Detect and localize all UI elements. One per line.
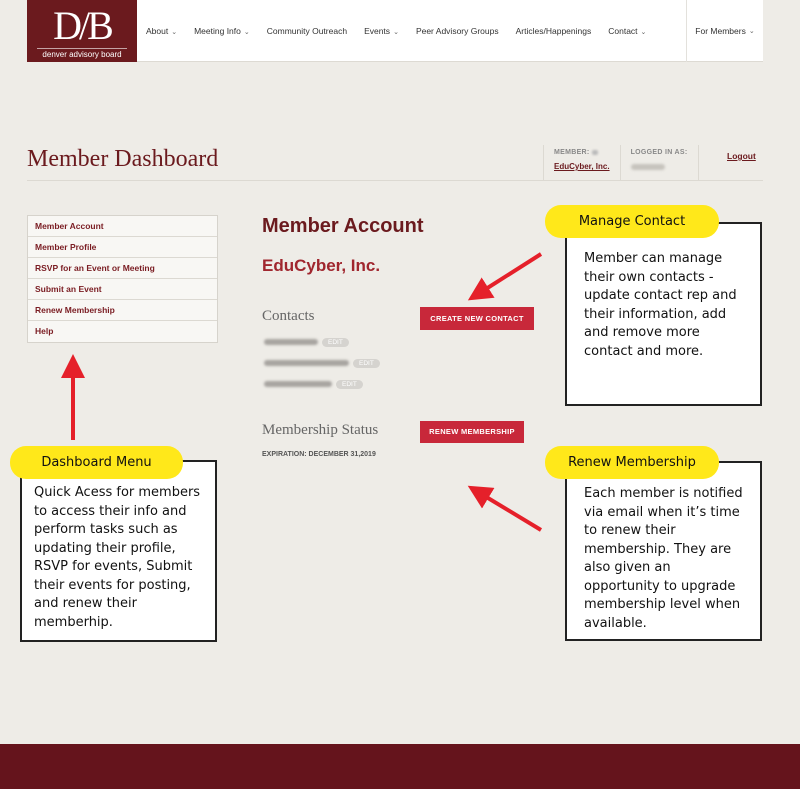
contact-row bbox=[264, 378, 363, 390]
nav-label: Events bbox=[364, 26, 391, 36]
renew-membership-tag: Renew Membership bbox=[545, 446, 719, 479]
redacted-contact-name bbox=[264, 360, 349, 366]
logged-in-info bbox=[620, 145, 698, 180]
site-footer bbox=[0, 744, 800, 789]
nav-label: Community Outreach bbox=[266, 26, 348, 36]
contacts-heading: Contacts bbox=[262, 308, 315, 324]
redacted-contact-name bbox=[264, 381, 332, 387]
nav-item-about[interactable] bbox=[146, 26, 177, 36]
redacted-contact-name bbox=[264, 339, 318, 345]
chevron-down-icon: ⌄ bbox=[640, 29, 647, 36]
organization-name: EduCyber, Inc. bbox=[262, 256, 381, 275]
create-contact-button[interactable]: CREATE NEW CONTACT bbox=[420, 307, 534, 330]
nav-item-meeting-info[interactable] bbox=[194, 26, 250, 36]
sidebar-item-member-account[interactable]: Member Account bbox=[28, 216, 217, 237]
chevron-down-icon: ⌄ bbox=[393, 29, 399, 36]
sidebar-item-help[interactable]: Help bbox=[35, 326, 54, 336]
page-title: Member Dashboard bbox=[27, 146, 219, 172]
contact-row bbox=[264, 336, 349, 348]
section-heading: Member Account bbox=[262, 215, 424, 237]
dashboard-menu-tag: Dashboard Menu bbox=[10, 446, 183, 479]
sidebar-item-member-profile[interactable]: Member Profile bbox=[28, 237, 217, 258]
nav-item-for-members[interactable] bbox=[686, 0, 763, 62]
edit-contact-button[interactable]: EDIT bbox=[353, 359, 380, 368]
renew-membership-button[interactable]: RENEW MEMBERSHIP bbox=[420, 421, 524, 443]
member-name-link[interactable]: EduCyber, Inc. bbox=[554, 162, 610, 171]
nav-label: About bbox=[146, 26, 169, 36]
nav-item-events[interactable] bbox=[364, 26, 399, 36]
contact-row bbox=[264, 357, 380, 369]
site-logo[interactable] bbox=[27, 0, 137, 62]
callout-text: Member can manage their own contacts - update contact rep and their information, add and remove more contact and more. bbox=[584, 251, 737, 359]
chevron-down-icon: ⌄ bbox=[171, 29, 178, 36]
member-info bbox=[543, 145, 620, 180]
nav-item-contact[interactable] bbox=[608, 26, 646, 36]
nav-label: Contact bbox=[608, 26, 638, 36]
user-info bbox=[543, 145, 751, 180]
logo-subtitle: denver advisory board bbox=[42, 50, 122, 59]
logo-mark: D/B bbox=[53, 3, 111, 48]
sidebar-item-renew-membership[interactable]: Renew Membership bbox=[28, 300, 217, 321]
edit-contact-button[interactable]: EDIT bbox=[322, 338, 349, 347]
nav-label: Meeting Info bbox=[194, 26, 241, 36]
chevron-down-icon: ⌄ bbox=[243, 29, 250, 36]
manage-contact-callout bbox=[565, 222, 762, 406]
nav-label: Articles/Happenings bbox=[515, 26, 592, 36]
arrow-to-renew-membership-icon bbox=[478, 492, 541, 530]
logout-link[interactable]: Logout bbox=[727, 151, 756, 161]
membership-status-heading: Membership Status bbox=[262, 422, 379, 438]
nav-item-community-outreach[interactable] bbox=[267, 26, 347, 36]
title-divider bbox=[27, 180, 763, 181]
dashboard-menu bbox=[27, 215, 218, 343]
callout-text: Each member is notified via email when it’s time to renew their membership. They are also given an opportunity to upgrade membership level when available. bbox=[584, 486, 743, 631]
site-header bbox=[27, 0, 763, 62]
logged-in-label: LOGGED IN AS: bbox=[630, 149, 688, 156]
redacted-username bbox=[631, 164, 665, 170]
expiration-date: EXPIRATION: DECEMBER 31,2019 bbox=[262, 451, 376, 458]
edit-contact-button[interactable]: EDIT bbox=[336, 380, 363, 389]
nav-item-articles[interactable] bbox=[516, 26, 592, 36]
manage-contact-tag: Manage Contact bbox=[545, 205, 719, 238]
arrow-to-create-contact-icon bbox=[478, 254, 541, 294]
member-label-text: MEMBER: bbox=[554, 149, 590, 156]
nav-label: Peer Advisory Groups bbox=[415, 26, 499, 36]
chevron-down-icon: ⌄ bbox=[748, 28, 755, 35]
nav-item-peer-advisory-groups[interactable] bbox=[416, 26, 499, 36]
renew-membership-callout bbox=[565, 461, 762, 641]
sidebar-item-rsvp[interactable]: RSVP for an Event or Meeting bbox=[28, 258, 217, 279]
redacted-text bbox=[592, 150, 598, 155]
callout-text: Quick Acess for members to access their info and perform tasks such as updating their profile, RSVP for events, Submit their events for posting, and renew their memberhip. bbox=[34, 485, 201, 630]
dashboard-menu-callout bbox=[20, 460, 217, 642]
member-label bbox=[554, 149, 610, 156]
sidebar-item-submit-event[interactable]: Submit an Event bbox=[28, 279, 217, 300]
main-nav bbox=[146, 0, 663, 62]
nav-label: For Members bbox=[695, 26, 746, 36]
